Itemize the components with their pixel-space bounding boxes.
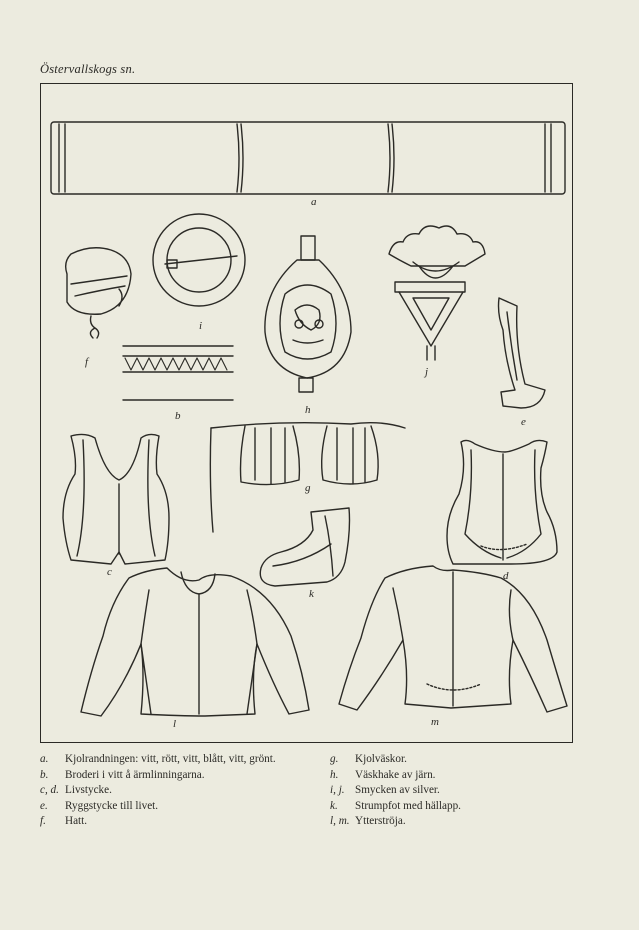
illustration-plate — [40, 83, 573, 743]
label-m: m — [431, 716, 439, 728]
label-h: h — [305, 404, 311, 416]
jacket-back-drawing — [339, 566, 567, 712]
caption-item: c, d. Livstycke. — [40, 784, 112, 797]
label-e: e — [521, 416, 526, 428]
embroidery-drawing — [123, 346, 233, 400]
label-i: i — [199, 320, 203, 332]
caption-item: l, m. Ytterströja. — [330, 815, 406, 828]
jacket-front-drawing — [81, 568, 309, 716]
skirt-bags-drawing — [210, 423, 405, 532]
caption-item: e. Ryggstycke till livet. — [40, 799, 159, 812]
label-b: b — [175, 410, 181, 422]
label-j: j — [425, 366, 429, 378]
back-piece-drawing — [499, 298, 546, 408]
caption-item: g. Kjolväskor. — [330, 753, 407, 765]
label-f: f — [85, 356, 89, 368]
caption-item: b. Broderi i vitt å ärmlinningarna. — [40, 768, 205, 781]
caption-item: a. Kjolrandningen: vitt, rött, vitt, blått, vitt, grönt. — [40, 753, 276, 765]
caption-item: i, j. Smycken av silver. — [330, 784, 440, 797]
caption-list-left — [40, 752, 276, 830]
label-k: k — [309, 588, 314, 600]
caption-item: f. Hatt. — [40, 815, 88, 828]
caption-item: k. Strumpfot med hällapp. — [330, 799, 461, 812]
cap-drawing — [66, 248, 131, 338]
label-l: l — [173, 718, 177, 730]
bodice-front-drawing — [63, 434, 169, 564]
caption-item: h. Väskhake av järn. — [330, 768, 436, 781]
caption-list-right — [330, 752, 461, 830]
bag-hook-drawing — [265, 236, 351, 392]
round-brooch-drawing — [153, 214, 245, 306]
bodice-back-drawing — [447, 440, 557, 564]
label-d: d — [503, 570, 509, 582]
stocking-foot-drawing — [260, 508, 349, 586]
label-g: g — [305, 482, 311, 494]
page-header: Östervallskogs sn. — [40, 62, 136, 76]
heart-pendant-drawing — [389, 226, 485, 360]
label-a: a — [311, 196, 317, 208]
label-c: c — [107, 566, 112, 578]
skirt-border-drawing — [51, 122, 565, 194]
